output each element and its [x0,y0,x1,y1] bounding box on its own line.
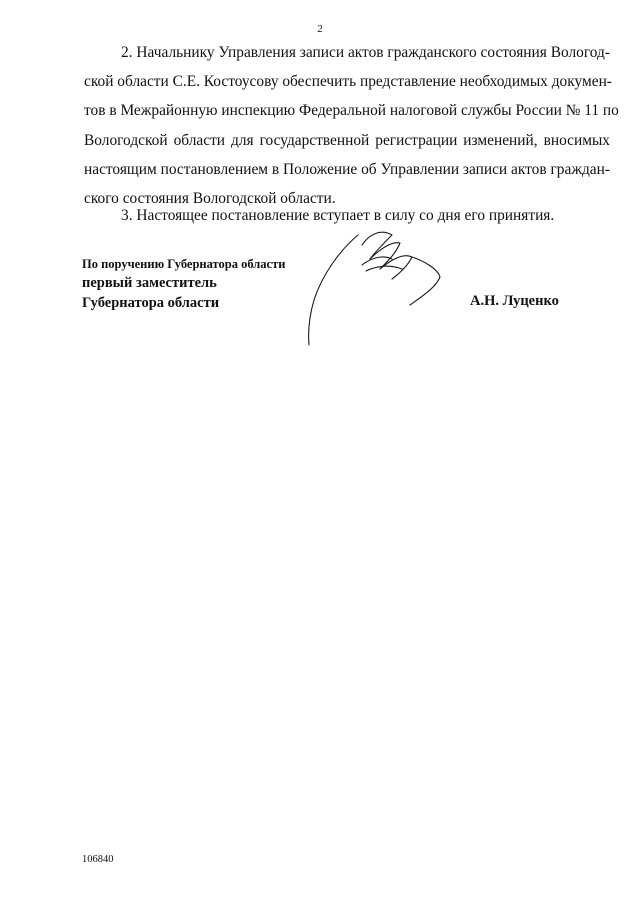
position-line: Губернатора области [82,295,220,311]
page-number: 2 [317,23,323,35]
paragraph-2-line: настоящим постановлением в Положение об Управлении записи актов граждан- [84,160,610,178]
document-code: 106840 [82,854,114,865]
authority-line: По поручению Губернатора области [82,257,286,271]
paragraph-2-line: ской области С.Е. Костоусову обеспечить представление необходимых докумен- [84,73,612,91]
paragraph-2 [84,38,619,213]
paragraph-2-line: тов в Межрайонную инспекцию Федеральной налоговой службы России № 11 по [84,102,619,120]
signature-block [82,255,285,313]
paragraph-2-line: ского состояния Вологодской области. [84,190,336,208]
handwritten-signature-icon [300,225,450,350]
paragraph-3-line: 3. Настоящее постановление вступает в силу со дня его принятия. [121,207,555,224]
signer-name: А.Н. Луценко [470,293,559,309]
paragraph-2-line: Вологодской области для государственной регистрации изменений, вносимых [84,131,610,149]
position-line: первый заместитель [82,275,217,291]
paragraph-2-line: 2. Начальнику Управления записи актов гражданского состояния Вологод- [121,44,610,61]
